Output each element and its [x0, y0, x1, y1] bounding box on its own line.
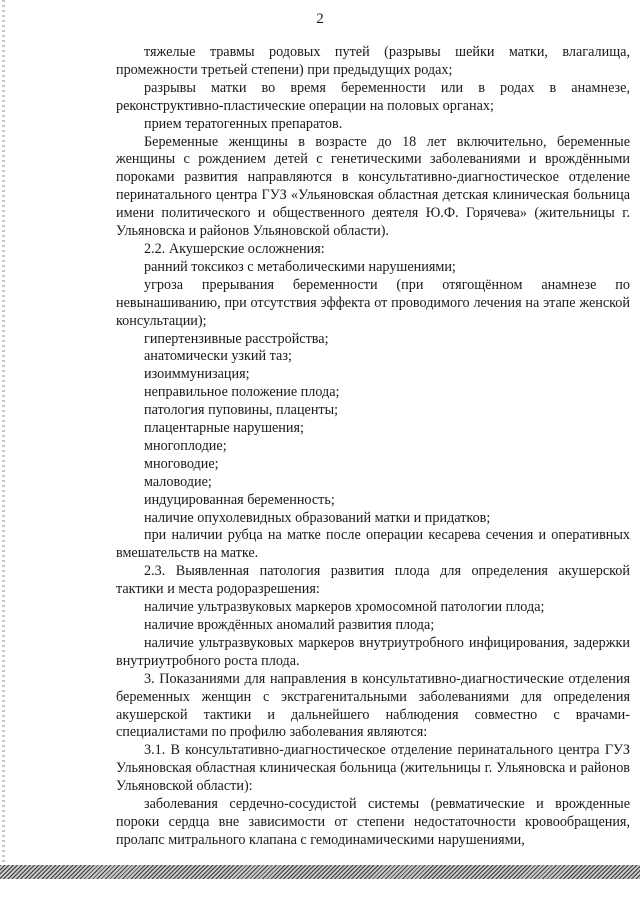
paragraph: заболевания сердечно-сосудистой системы (ревматические и врожденные пороки сердца вне зависимости от степени недостаточности кровообращения, пролапс митрального клапана с гемодинамическими нарушениями,	[116, 796, 630, 848]
list-item: маловодие;	[144, 473, 212, 490]
section-heading: 2.2. Акушерские осложнения:	[144, 240, 325, 257]
section-heading: 3.1. В консультативно-диагностическое отделение перинатального центра ГУЗ Ульяновская областная клиническая больница (жительницы г. Ульяновска и районов Ульяновской области):	[116, 742, 630, 795]
paragraph: прием тератогенных препаратов.	[144, 115, 343, 132]
page-number: 2	[316, 11, 324, 27]
list-item: наличие врождённых аномалий развития плода;	[144, 617, 435, 633]
list-item: неправильное положение плода;	[144, 384, 340, 401]
list-item: при наличии рубца на матке после операции кесарева сечения и оперативных вмешательств на матке.	[116, 527, 630, 562]
paragraph: разрывы матки во время беременности или в родах в анамнезе, реконструктивно-пластические операции на половых органах;	[116, 79, 630, 114]
list-item: анатомически узкий таз;	[144, 348, 292, 365]
list-item: угроза прерывания беременности (при отягощённом анамнезе по невынашиванию, при отсутствия эффекта от проводимого лечения на этапе женской консультации);	[116, 276, 630, 329]
paragraph: тяжелые травмы родовых путей (разрывы шейки матки, влагалища, промежности третьей степени) при предыдущих родах;	[116, 44, 630, 78]
list-item: ранний токсикоз с метаболическими нарушениями;	[144, 258, 456, 275]
list-item: наличие ультразвуковых маркеров хромосомной патологии плода;	[144, 599, 545, 616]
paragraph: 3. Показаниями для направления в консультативно-диагностические отделения беременных женщин с экстрагенитальными заболеваниями для определения акушерской тактики и дальнейшего наблюдения совместно с врачами-специалистами по профилю заболевания являются:	[116, 670, 630, 741]
document-body	[116, 44, 630, 850]
list-item: патология пуповины, плаценты;	[144, 402, 339, 419]
list-item: изоиммунизация;	[144, 366, 250, 383]
list-item: гипертензивные расстройства;	[144, 330, 329, 347]
scan-bottom-edge	[0, 865, 640, 879]
list-item: наличие опухолевидных образований матки и придатков;	[144, 509, 491, 526]
list-item: многоплодие;	[144, 437, 227, 454]
scan-left-edge	[2, 0, 5, 905]
list-item: многоводие;	[144, 455, 219, 472]
paragraph: Беременные женщины в возрасте до 18 лет включительно, беременные женщины с рождением детей с генетическими заболеваниями и врождёнными пороками развития направляются в консультативно-диагностическое отделение перинатального центра ГУЗ «Ульяновская областная детская клиническая больница имени политического и общественного деятеля Ю.Ф. Горячева» (жительницы г. Ульяновска и районов Ульяновской области).	[116, 133, 630, 240]
list-item: индуцированная беременность;	[144, 491, 335, 508]
list-item: плацентарные нарушения;	[144, 420, 304, 437]
list-item: наличие ультразвуковых маркеров внутриутробного инфицирования, задержки внутриутробного роста плода.	[116, 634, 630, 669]
page-bottom-margin	[0, 879, 640, 905]
section-heading: 2.3. Выявленная патология развития плода для определения акушерской тактики и места родоразрешения:	[116, 563, 630, 598]
